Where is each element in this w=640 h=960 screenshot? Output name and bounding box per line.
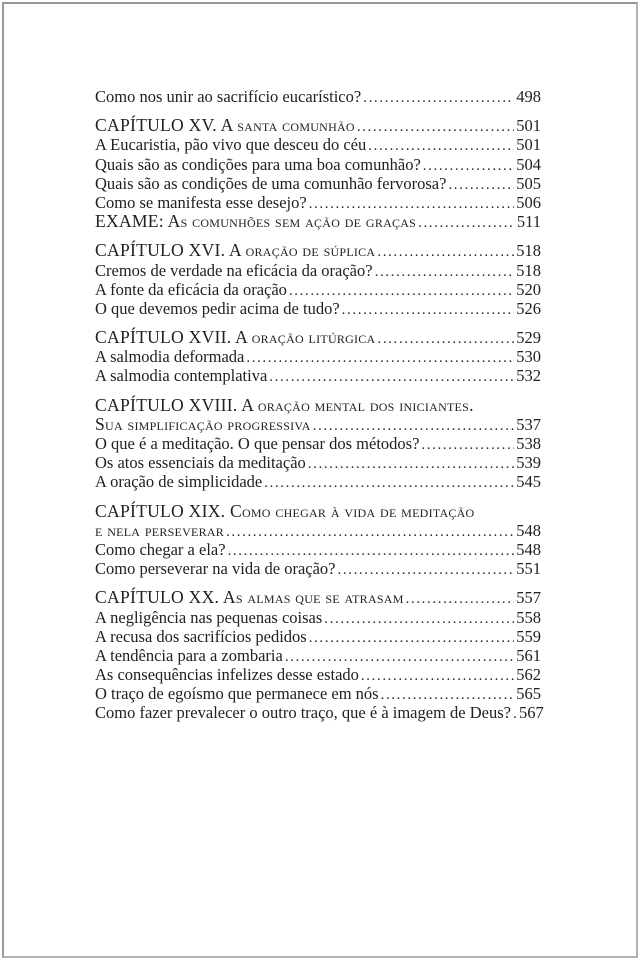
toc-entry (95, 502, 541, 521)
toc-entry-label: A salmodia contemplativa (95, 366, 268, 386)
toc-entry (95, 540, 541, 559)
toc-entry (95, 347, 541, 366)
toc-entry-label: O traço de egoísmo que permanece em nós (95, 684, 379, 704)
toc-entry (95, 366, 541, 385)
toc-entry-label: Como nos unir ao sacrifício eucarístico? (95, 87, 362, 106)
toc-group (95, 396, 541, 492)
toc-group (95, 328, 541, 386)
toc-entry-label: A recusa dos sacrifícios pedidos (95, 626, 307, 646)
toc-entry-label: CAPÍTULO XVIII. A oração mental dos iniciantes. (95, 394, 474, 415)
toc-entry (95, 665, 541, 684)
toc-entry (95, 87, 541, 106)
toc-entry (95, 588, 541, 607)
toc-entry (95, 212, 541, 231)
toc-entry-page: 518 (516, 260, 541, 280)
toc-entry-label: CAPÍTULO XVII. A oração litúrgica (95, 327, 376, 348)
toc-entry (95, 135, 541, 154)
dot-leader (355, 116, 514, 137)
toc-entry-page: 530 (516, 347, 541, 367)
toc-entry-label: Quais são as condições de uma comunhão fervorosa? (95, 173, 447, 193)
toc-entry-page: 529 (516, 328, 541, 348)
toc-entry-page: 545 (516, 472, 541, 492)
toc-entry (95, 261, 541, 280)
dot-leader (379, 684, 515, 705)
toc-entry-label: As consequências infelizes desse estado (95, 665, 359, 685)
toc-entry-page: 532 (516, 366, 541, 386)
toc-entry-page: 498 (516, 87, 541, 106)
toc-entry-label: O que é a meditação. O que pensar dos métodos? (95, 434, 420, 453)
toc-entry-label: CAPÍTULO XIX. Como chegar à vida de meditação (95, 500, 475, 521)
toc-entry (95, 521, 541, 540)
toc-entry-label: O que devemos pedir acima de tudo? (95, 298, 340, 318)
toc-group (95, 87, 541, 106)
toc-entry-label: Os atos essenciais da meditação (95, 453, 306, 473)
dot-leader (267, 366, 514, 387)
toc-entry-label: A salmodia deformada (95, 347, 245, 367)
toc-entry (95, 241, 541, 260)
dot-leader (421, 155, 514, 176)
dot-leader (311, 415, 515, 436)
toc-entry (95, 280, 541, 299)
dot-leader (287, 280, 514, 301)
toc-entry-label: Sua simplificação progressiva (95, 413, 311, 434)
dot-leader (373, 261, 515, 282)
toc-entry-label: Como perseverar na vida de oração? (95, 559, 336, 579)
toc-entry-label: A Eucaristia, pão vivo que desceu do céu (95, 135, 367, 155)
toc-entry-label: Cremos de verdade na eficácia da oração? (95, 260, 373, 280)
toc-entry (95, 174, 541, 193)
dot-leader (307, 627, 515, 648)
toc-entry (95, 627, 541, 646)
toc-entry-label: e nela perseverar (95, 519, 225, 540)
toc-entry-page: 557 (516, 588, 541, 608)
toc-entry-label: EXAME: As comunhões sem ação de graças (95, 211, 417, 232)
toc-entry-page: 518 (516, 241, 541, 261)
toc-entry (95, 646, 541, 665)
toc-group (95, 587, 544, 723)
toc-entry (95, 299, 541, 318)
toc-entry-label: A tendência para a zombaria (95, 645, 283, 665)
toc-entry (95, 684, 541, 703)
dot-leader (244, 347, 514, 368)
toc-entry (95, 472, 541, 491)
dot-leader (419, 434, 514, 455)
toc-entry-page: 559 (516, 626, 541, 646)
toc-entry (95, 193, 541, 212)
toc-entry-page: 539 (516, 453, 541, 473)
toc-entry-label: CAPÍTULO XV. A santa comunhão (95, 115, 355, 136)
toc-entry-page: 538 (516, 434, 541, 453)
toc-entry-label: CAPÍTULO XX. As almas que se atrasam (95, 587, 404, 608)
toc-entry-label: A oração de simplicidade (95, 472, 263, 492)
table-of-contents (95, 87, 544, 723)
toc-entry-page: 506 (516, 192, 541, 212)
dot-leader (416, 212, 515, 233)
dot-leader (404, 588, 515, 609)
dot-leader (283, 646, 514, 667)
toc-entry-page: 511 (516, 212, 541, 232)
toc-entry-page: 562 (516, 665, 541, 685)
toc-entry (95, 396, 541, 415)
toc-entry-page: 501 (516, 135, 541, 155)
dot-leader (340, 299, 515, 320)
dot-leader (366, 135, 514, 156)
toc-entry-label: Como chegar a ela? (95, 539, 226, 559)
toc-entry-page: 526 (516, 298, 541, 318)
dot-leader (359, 665, 514, 686)
toc-entry (95, 608, 541, 627)
toc-entry-label: Quais são as condições para uma boa comunhão? (95, 154, 421, 174)
toc-entry-page: 551 (516, 559, 541, 579)
dot-leader (375, 328, 514, 349)
toc-group (95, 116, 541, 231)
toc-entry-page: 520 (516, 279, 541, 299)
toc-entry-label: A fonte da eficácia da oração (95, 279, 287, 299)
toc-entry-page: 505 (516, 173, 541, 193)
toc-entry (95, 559, 541, 578)
dot-leader (262, 472, 514, 493)
toc-entry-label: Como fazer prevalecer o outro traço, que é à imagem de Deus? (95, 703, 511, 723)
toc-entry-page: 565 (516, 684, 541, 704)
toc-entry-page: 537 (516, 414, 541, 434)
toc-group (95, 502, 541, 579)
toc-entry (95, 415, 541, 434)
toc-group (95, 241, 541, 318)
dot-leader (336, 559, 515, 580)
toc-entry (95, 155, 541, 174)
toc-entry (95, 703, 544, 723)
toc-entry-page: 548 (516, 520, 541, 540)
toc-entry (95, 434, 541, 453)
toc-entry-label: CAPÍTULO XVI. A oração de súplica (95, 240, 376, 261)
dot-leader (322, 608, 514, 629)
toc-entry-page: 501 (516, 116, 541, 136)
toc-entry-page: 558 (516, 607, 541, 627)
dot-leader (361, 87, 514, 108)
dot-leader (446, 174, 514, 195)
toc-entry-page: 548 (516, 539, 541, 559)
toc-entry-page: 567 (518, 703, 544, 723)
dot-leader (306, 453, 514, 474)
toc-entry (95, 116, 541, 135)
toc-entry-page: 561 (516, 645, 541, 665)
toc-entry-label: A negligência nas pequenas coisas (95, 607, 323, 627)
dot-leader (224, 521, 514, 542)
toc-entry-label: Como se manifesta esse desejo? (95, 192, 307, 212)
toc-entry (95, 328, 541, 347)
dot-leader (226, 540, 515, 561)
toc-entry-page: 504 (516, 154, 541, 174)
dot-leader (375, 241, 514, 262)
toc-entry (95, 453, 541, 472)
